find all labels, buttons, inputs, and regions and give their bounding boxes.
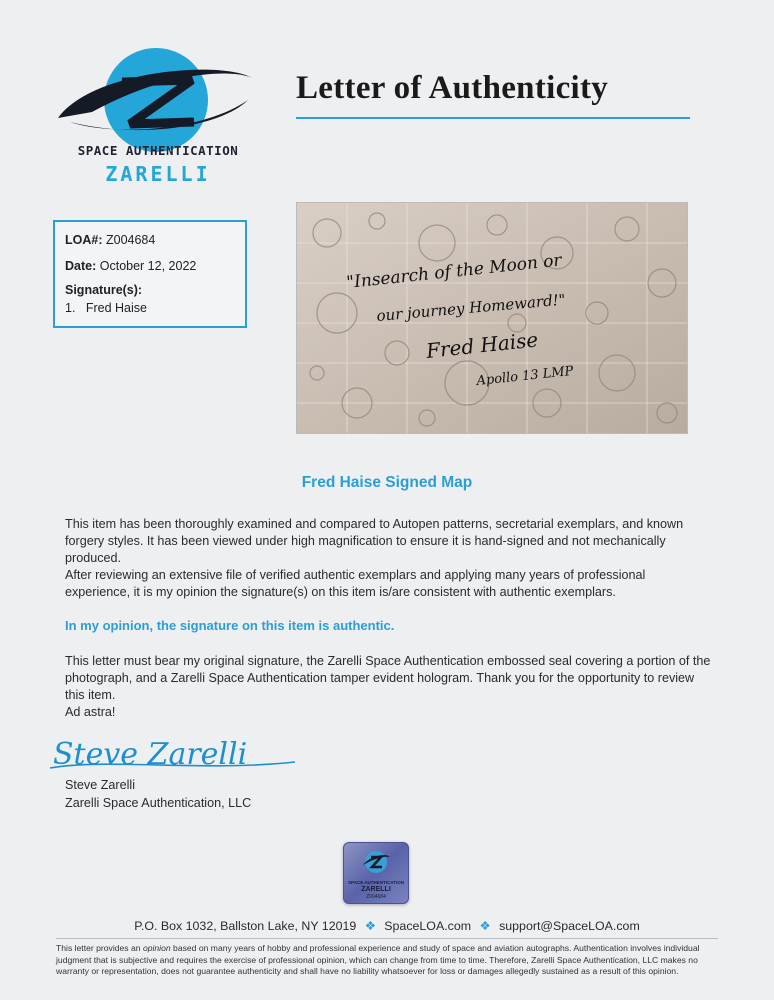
loa-value: Z004684	[105, 233, 156, 247]
signed-moon-map-photo	[296, 202, 688, 434]
disclaimer-text: This letter provides an opinion based on many years of hobby and professional experience and study of space and aviation autographs. Authentication involves individual judgment that is subjective and requires the exercise of professional opinion, which can change from time to time. Therefore, Zarelli Space Authentication, LLC makes no warranty or representation, does not guarantee authenticity and shall have no liability whatsoever for loss or damages allegedly sustained as a result of this opinion.	[56, 943, 700, 976]
mission-inscription: Apollo 13 LMP	[475, 363, 575, 389]
hologram-line2: ZARELLI	[361, 886, 391, 893]
haise-signature: Fred Haise	[425, 327, 540, 363]
footer-separator: ❖	[364, 919, 376, 933]
footer-separator-2: ❖	[479, 919, 491, 933]
tamper-evident-hologram	[343, 842, 409, 904]
signatures-label: Signature(s):	[65, 283, 143, 297]
closing-text: Ad astra!	[65, 705, 116, 719]
loa-number-row	[65, 233, 155, 247]
inscription-line1: "Insearch of the Moon or	[345, 250, 563, 293]
signature-list-item: 1. Fred Haise	[65, 301, 147, 315]
page-title: Letter of Authenticity	[296, 70, 609, 106]
logo-line2: ZARELLI	[105, 162, 211, 186]
logo-line1: SPACE AUTHENTICATION	[77, 143, 239, 158]
item-title: Fred Haise Signed Map	[301, 474, 473, 491]
footer-contact	[0, 918, 774, 933]
footer-website-link[interactable]: SpaceLOA.com	[384, 919, 472, 933]
inscription-line2: our journey Homeward!"	[375, 290, 567, 325]
loa-label: LOA#:	[65, 233, 103, 247]
title-underline	[296, 117, 690, 119]
footer-divider	[56, 938, 718, 939]
zarelli-signature	[45, 728, 365, 778]
footer-email-link[interactable]: support@SpaceLOA.com	[499, 919, 640, 933]
loa-info-box	[53, 220, 247, 328]
hologram-serial: Z004684	[366, 894, 386, 900]
requirements-paragraph: This letter must bear my original signature, the Zarelli Space Authentication embossed seal covering a portion of the photograph, and a Zarelli Space Authentication tamper evident hologram. Thank you for the opportunity to review this item.	[65, 654, 711, 702]
svg-text:Steve Zarelli: Steve Zarelli	[53, 737, 248, 772]
signer-name: Steve Zarelli	[65, 778, 135, 792]
examination-paragraph: This item has been thoroughly examined and compared to Autopen patterns, secretarial exemplars, and known forgery styles. It has been viewed under high magnification to ensure it is hand-signed and not mechanically produced.	[65, 517, 684, 565]
footer-address: P.O. Box 1032, Ballston Lake, NY 12019	[134, 919, 357, 933]
signer-company: Zarelli Space Authentication, LLC	[65, 796, 252, 810]
opinion-paragraph: After reviewing an extensive file of verified authentic exemplars and applying many years of professional experience, it is my opinion the signature(s) on this item is/are consistent with authentic exemplars.	[65, 568, 646, 599]
hologram-logo-icon	[361, 847, 391, 877]
date-label: Date:	[65, 259, 97, 273]
hologram-line1: SPACE AUTHENTICATION	[348, 880, 404, 885]
date-row	[65, 259, 196, 273]
authentic-statement: In my opinion, the signature on this item is authentic.	[65, 618, 395, 633]
date-value: October 12, 2022	[99, 259, 197, 273]
